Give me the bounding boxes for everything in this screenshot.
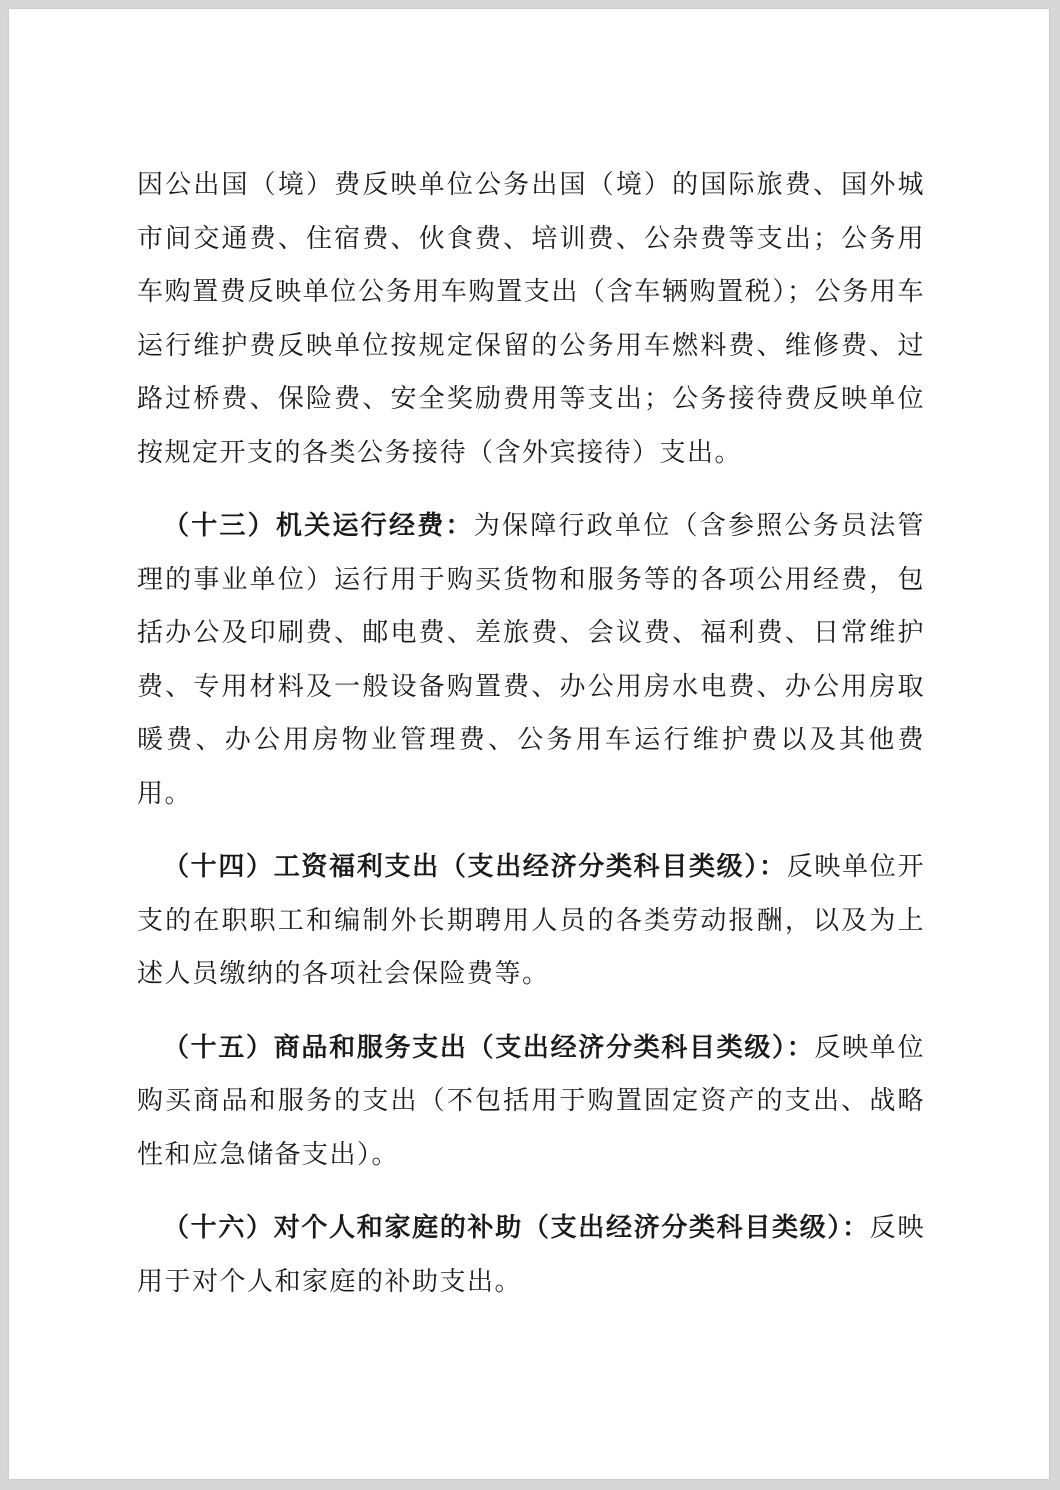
paragraph-item-15: [137, 1022, 925, 1183]
paragraph-text: 反映单位开支的在职职工和编制外长期聘用人员的各类劳动报酬，以及为上述人员缴纳的各项社会保险费等。: [137, 852, 925, 989]
paragraph-term: （十五）商品和服务支出（支出经济分类科目类级）：: [163, 1032, 815, 1063]
paragraph-text: 反映用于对个人和家庭的补助支出。: [137, 1213, 925, 1297]
paragraph-continuation: [137, 159, 925, 480]
paragraph-item-14: [137, 841, 925, 1002]
paragraph-item-16: [137, 1202, 925, 1309]
paragraph-text: 因公出国（境）费反映单位公务出国（境）的国际旅费、国外城市间交通费、住宿费、伙食费、培训费、公杂费等支出；公务用车购置费反映单位公务用车购置支出（含车辆购置税）；公务用车运行维护费反映单位按规定保留的公务用车燃料费、维修费、过路过桥费、保险费、安全奖励费用等支出；公务接待费反映单位按规定开支的各类公务接待（含外宾接待）支出。: [137, 170, 925, 468]
paragraph-text: 反映单位购买商品和服务的支出（不包括用于购置固定资产的支出、战略性和应急储备支出）。: [137, 1032, 925, 1170]
paragraph-term: （十四）工资福利支出（支出经济分类科目类级）：: [163, 852, 787, 882]
paragraph-text: 为保障行政单位（含参照公务员法管理的事业单位）运行用于购买货物和服务等的各项公用经费，包括办公及印刷费、邮电费、差旅费、会议费、福利费、日常维护 费、专用材料及一般设备购置费、办公用房水电费、办公用房取暖费、办公用房物业管理费、公务用车运行维护费以及其他费用。: [137, 511, 925, 809]
paragraph-item-13: [137, 500, 925, 821]
document-page: [9, 9, 1049, 1479]
paragraph-term: （十三）机关运行经费：: [163, 511, 474, 541]
paragraph-term: （十六）对个人和家庭的补助（支出经济分类科目类级）：: [163, 1213, 870, 1243]
document-body: [137, 159, 925, 1309]
